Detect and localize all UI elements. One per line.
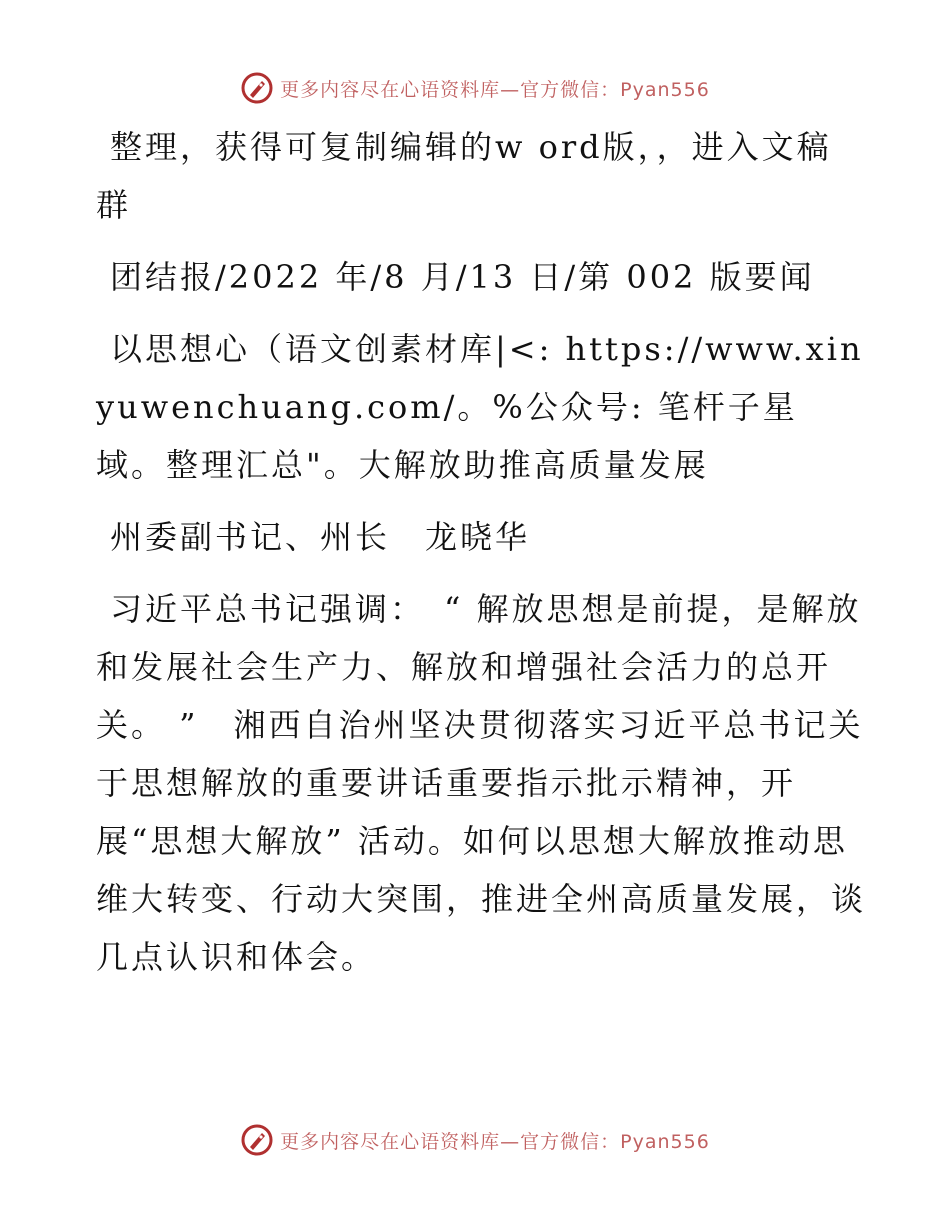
header-watermark-banner bbox=[0, 68, 950, 108]
watermark-text: 更多内容尽在心语资料库—官方微信：Pyan556 bbox=[280, 78, 710, 101]
pen-nib-circle-icon bbox=[240, 71, 274, 105]
paragraph-source: 团结报/2022 年/8 月/13 日/第 002 版要闻 bbox=[110, 258, 815, 296]
pen-nib-circle-icon bbox=[240, 1123, 274, 1157]
paragraph-title: 以思想心（语文创素材库|<: https://www.xinyuwenchuang.com/。%公众号: 笔杆子星域。整理汇总"。大解放助推高质量发展 bbox=[96, 330, 864, 484]
document-body bbox=[96, 118, 866, 986]
paragraph-body: 习近平总书记强调： “ 解放思想是前提，是解放和发展社会生产力、解放和增强社会活力的总开关。 ” 湘西自治州坚决贯彻落实习近平总书记关于思想解放的重要讲话重要指示批示精神，开展“思想大解放” 活动。如何以思想大解放推动思维大转变、行动大突围，推进全州高质量发展，谈几点认识和体会。 bbox=[96, 590, 867, 976]
paragraph-author: 州委副书记、州长 龙晓华 bbox=[110, 518, 531, 556]
paragraph-intro: 整理，获得可复制编辑的w ord版，，进入文稿群 bbox=[96, 128, 832, 224]
footer-watermark-banner bbox=[0, 1120, 950, 1160]
watermark-text: 更多内容尽在心语资料库—官方微信：Pyan556 bbox=[280, 1130, 710, 1153]
